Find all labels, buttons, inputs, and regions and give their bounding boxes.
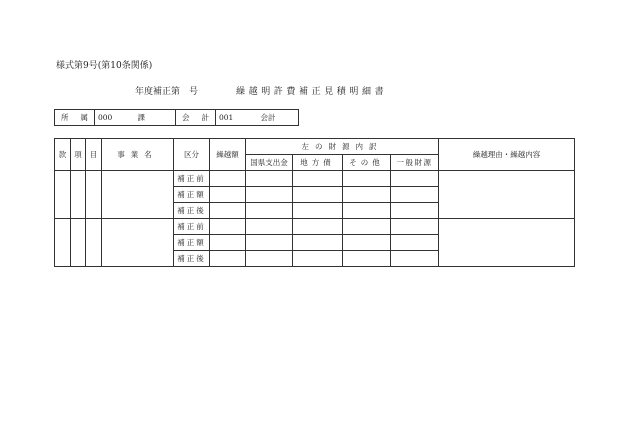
cell-amount[interactable] [210,171,246,187]
cell-amount[interactable] [210,251,246,267]
row-label-before: 補正前 [174,219,210,235]
cell-fund-local-bond[interactable] [293,219,343,235]
revision-year-label: 年度補正第 号 [135,87,199,97]
cell-amount[interactable] [210,235,246,251]
cell-kou[interactable] [71,219,86,267]
row-label-after: 補正後 [174,203,210,219]
cell-amount[interactable] [210,203,246,219]
cell-reason[interactable] [439,219,575,267]
cell-kan[interactable] [55,171,71,219]
header-category: 区分 [174,139,210,171]
cell-project-name[interactable] [102,171,174,219]
cell-fund-national[interactable] [246,187,293,203]
header-fund-national-prefectural: 国県支出金 [246,155,293,171]
department-code: 000 [95,110,135,126]
table-row [55,219,575,235]
cell-kou[interactable] [71,171,86,219]
header-row-1 [55,139,575,155]
header-funding-breakdown: 左の財源内訳 [246,139,439,155]
cell-fund-general[interactable] [391,219,439,235]
cell-fund-general[interactable] [391,235,439,251]
cell-fund-local-bond[interactable] [293,171,343,187]
cell-project-name[interactable] [102,219,174,267]
cell-moku[interactable] [86,219,102,267]
cell-fund-other[interactable] [343,235,391,251]
row-label-change: 補正額 [174,235,210,251]
cell-fund-general[interactable] [391,187,439,203]
account-label: 会 計 [176,110,216,126]
cell-kan[interactable] [55,219,71,267]
cell-fund-local-bond[interactable] [293,203,343,219]
cell-fund-other[interactable] [343,219,391,235]
header-kan: 款 [55,139,71,171]
header-moku: 目 [86,139,102,171]
detail-table [54,138,575,267]
account-code: 001 [216,110,258,126]
row-label-after: 補正後 [174,251,210,267]
header-fund-general: 一般財源 [391,155,439,171]
cell-fund-national[interactable] [246,219,293,235]
cell-fund-general[interactable] [391,203,439,219]
cell-fund-national[interactable] [246,203,293,219]
header-fund-other: その他 [343,155,391,171]
cell-fund-general[interactable] [391,171,439,187]
cell-fund-local-bond[interactable] [293,187,343,203]
row-label-before: 補正前 [174,171,210,187]
title-row [0,84,630,96]
cell-fund-local-bond[interactable] [293,251,343,267]
cell-reason[interactable] [439,171,575,219]
document-title: 繰越明許費補正見積明細書 [236,87,388,97]
cell-fund-national[interactable] [246,251,293,267]
cell-fund-other[interactable] [343,187,391,203]
info-table [54,109,299,126]
cell-fund-general[interactable] [391,251,439,267]
header-carryover-amount: 繰越額 [210,139,246,171]
department-label: 所 属 [55,110,95,126]
cell-amount[interactable] [210,219,246,235]
cell-fund-national[interactable] [246,171,293,187]
header-carryover-reason: 繰越理由・繰越内容 [439,139,575,171]
cell-fund-local-bond[interactable] [293,235,343,251]
cell-fund-other[interactable] [343,171,391,187]
cell-fund-national[interactable] [246,235,293,251]
header-fund-local-bond: 地方債 [293,155,343,171]
cell-amount[interactable] [210,187,246,203]
table-row [55,171,575,187]
row-label-change: 補正額 [174,187,210,203]
form-number: 様式第9号(第10条関係) [56,61,153,71]
cell-fund-other[interactable] [343,251,391,267]
cell-moku[interactable] [86,171,102,219]
account-unit: 会計 [258,110,299,126]
cell-fund-other[interactable] [343,203,391,219]
header-kou: 項 [71,139,86,171]
header-project-name: 事業名 [102,139,174,171]
department-unit: 課 [135,110,176,126]
